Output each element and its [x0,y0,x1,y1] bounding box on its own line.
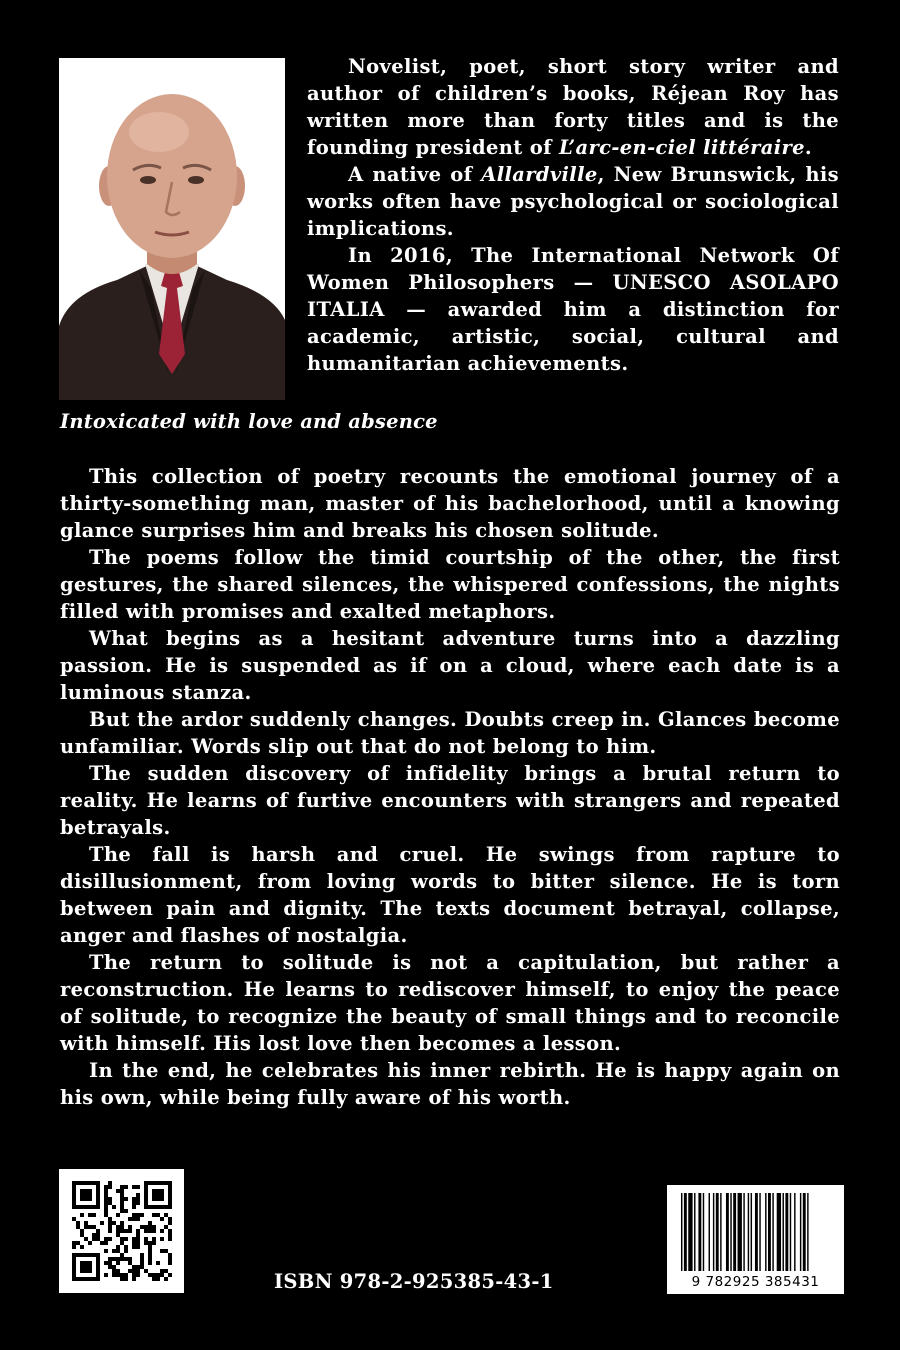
qr-code[interactable] [59,1169,184,1293]
barcode-digits: 9 782925 385431 [691,1274,820,1290]
blurb-paragraph: The return to solitude is not a capitulation, but rather a reconstruction. He learns to rediscover himself, to enjoy the peace of solitude, to recognize the beauty of small things and to reconcile with himself. His lost love then becomes a lesson. [60,951,840,1055]
blurb-paragraph: But the ardor suddenly changes. Doubts creep in. Glances become unfamiliar. Words slip out that do not belong to him. [60,708,840,758]
isbn-number: ISBN 978-2-925385-43-1 [274,1270,554,1293]
blurb-paragraph: This collection of poetry recounts the emotional journey of a thirty-something man, master of his bachelorhood, until a knowing glance surprises him and breaks his chosen solitude. [60,465,840,542]
book-blurb [60,463,840,1111]
author-bio [307,53,839,377]
blurb-paragraph: In the end, he celebrates his inner rebirth. He is happy again on his own, while being fully aware of his worth. [60,1059,840,1109]
blurb-paragraph: The fall is harsh and cruel. He swings from rapture to disillusionment, from loving words to bitter silence. He is torn between pain and dignity. The texts document betrayal, collapse, anger and flashes of nostalgia. [60,843,840,947]
qr-code-graphic [59,1169,184,1293]
bio-paragraph-3: In 2016, The International Network Of Women Philosophers — UNESCO ASOLAPO ITALIA — awarded him a distinction for academic, artistic, social, cultural and humanitarian achievements. [307,244,839,375]
barcode [667,1185,844,1294]
blurb-paragraph: The poems follow the timid courtship of the other, the first gestures, the shared silences, the whispered confessions, the nights filled with promises and exalted metaphors. [60,546,840,623]
bio-paragraph-2: A native of Allardville, New Brunswick, his works often have psychological or sociological implications. [307,163,839,240]
author-portrait-image [59,58,285,400]
blurb-paragraph: The sudden discovery of infidelity brings a brutal return to reality. He learns of furtive encounters with strangers and repeated betrayals. [60,762,840,839]
bio-paragraph-1: Novelist, poet, short story writer and author of children’s books, Réjean Roy has written more than forty titles and is the founding president of L’arc-en-ciel littéraire. [307,55,839,159]
book-title: Intoxicated with love and absence [60,410,438,433]
author-photo [59,58,285,400]
blurb-paragraph: What begins as a hesitant adventure turns into a dazzling passion. He is suspended as if on a cloud, where each date is a luminous stanza. [60,627,840,704]
